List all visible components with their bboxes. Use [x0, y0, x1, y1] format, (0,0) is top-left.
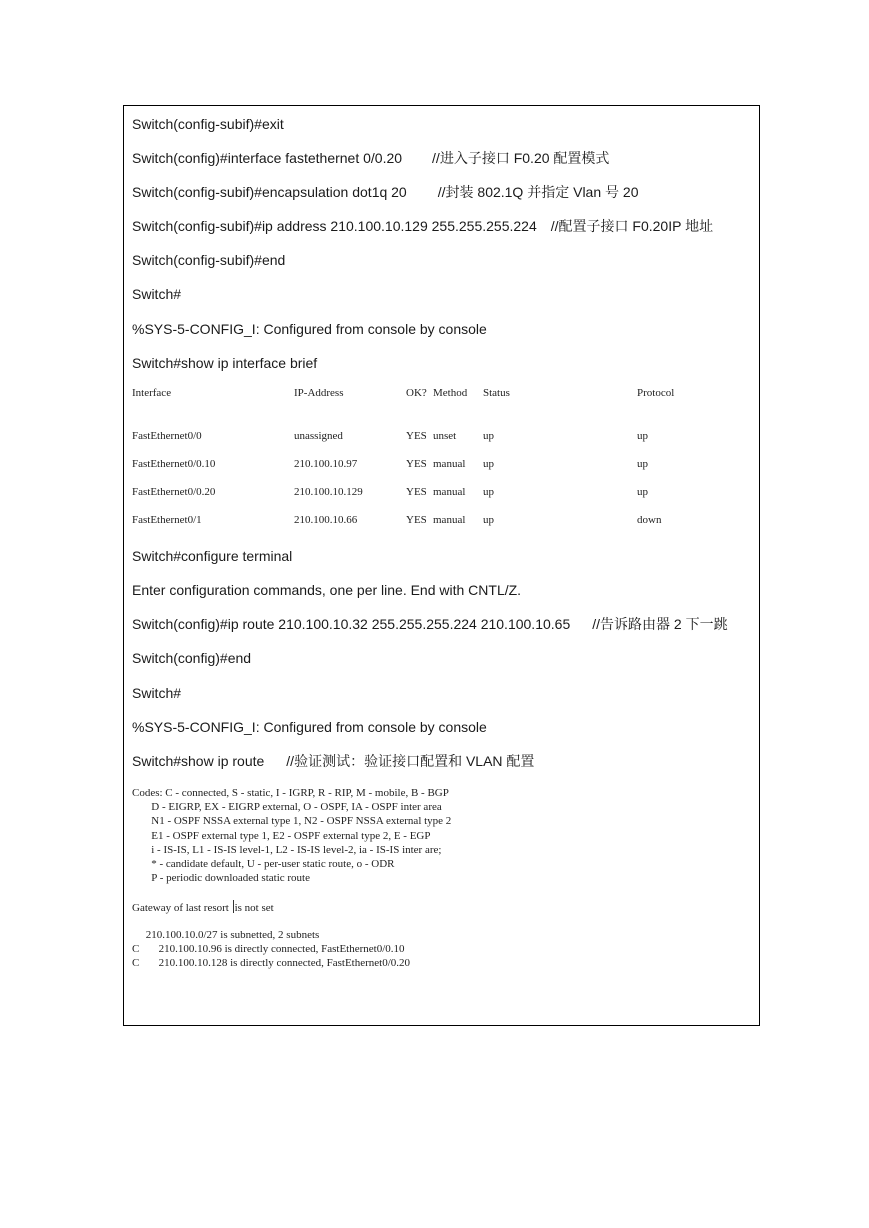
line-prompt-2: Switch# [132, 685, 182, 701]
line-ip-route-cmd [132, 615, 728, 633]
line-show-ip-int-brief: Switch#show ip interface brief [132, 355, 318, 371]
gateway-line [132, 900, 451, 914]
header-interface: Interface [132, 387, 172, 399]
text-cursor-icon [233, 900, 234, 913]
cell-status: up [483, 458, 494, 470]
codes-line: Codes: C - connected, S - static, I - IGRP, R - RIP, M - mobile, B - BGP [132, 787, 449, 799]
cell-method: unset [433, 430, 457, 442]
cell-protocol: down [637, 514, 662, 526]
line-exit: Switch(config-subif)#exit [132, 116, 284, 132]
line-show-ip-route [132, 752, 534, 770]
cell-method: manual [433, 514, 466, 526]
route-entry: C 210.100.10.96 is directly connected, FastEthernet0/0.10 [132, 943, 405, 956]
line-configure-terminal: Switch#configure terminal [132, 548, 293, 564]
cell-status: up [483, 486, 494, 498]
comment-text: //验证测试：验证接口配置和 VLAN 配置 [286, 753, 535, 769]
cell-ok: YES [406, 514, 427, 526]
codes-line: E1 - OSPF external type 1, E2 - OSPF external type 2, E - EGP [132, 829, 431, 842]
cell-protocol: up [637, 458, 648, 470]
gateway-text-post: is not set [234, 901, 274, 914]
route-output [132, 786, 451, 970]
comment-text: //配置子接口 F0.20IP 地址 [550, 218, 714, 234]
document-box [123, 105, 760, 1026]
cell-interface: FastEthernet0/0.20 [132, 486, 216, 498]
cell-protocol: up [637, 486, 648, 498]
header-ok: OK? [406, 387, 427, 399]
command-text: Switch#show ip route [132, 753, 265, 769]
codes-line: N1 - OSPF NSSA external type 1, N2 - OSPF NSSA external type 2 [132, 815, 452, 828]
blank-line [132, 885, 451, 899]
cell-ip-address: 210.100.10.129 [294, 486, 363, 498]
blank-line [132, 914, 451, 928]
header-status: Status [483, 387, 510, 399]
line-end: Switch(config-subif)#end [132, 252, 286, 268]
comment-text: //进入子接口 F0.20 配置模式 [432, 150, 610, 166]
line-sys-config-2: %SYS-5-CONFIG_I: Configured from console by console [132, 719, 487, 735]
comment-text: //封装 802.1Q 并指定 Vlan 号 20 [437, 184, 639, 200]
cell-status: up [483, 430, 494, 442]
cell-interface: FastEthernet0/0.10 [132, 458, 216, 470]
line-ip-address-cmd [132, 217, 713, 235]
cell-ip-address: 210.100.10.66 [294, 514, 358, 526]
line-config-end: Switch(config)#end [132, 650, 252, 666]
cell-interface: FastEthernet0/1 [132, 514, 202, 526]
codes-line: * - candidate default, U - per-user static route, o - ODR [132, 857, 395, 870]
cell-interface: FastEthernet0/0 [132, 430, 202, 442]
cell-status: up [483, 514, 494, 526]
line-prompt: Switch# [132, 286, 182, 302]
line-encapsulation-cmd [132, 183, 638, 201]
cell-method: manual [433, 458, 466, 470]
route-entry: C 210.100.10.128 is directly connected, FastEthernet0/0.20 [132, 957, 411, 970]
header-protocol: Protocol [637, 387, 675, 399]
line-interface-cmd [132, 149, 609, 167]
command-text: Switch(config-subif)#encapsulation dot1q 20 [132, 184, 407, 200]
subnet-line: 210.100.10.0/27 is subnetted, 2 subnets [132, 928, 320, 941]
comment-text: //告诉路由器 2 下一跳 [592, 616, 728, 632]
command-text: Switch(config)#ip route 210.100.10.32 255.255.255.224 210.100.10.65 [132, 616, 571, 632]
header-ip-address: IP-Address [294, 387, 344, 399]
cell-ok: YES [406, 486, 427, 498]
line-enter-config: Enter configuration commands, one per line. End with CNTL/Z. [132, 582, 522, 598]
gateway-text-pre: Gateway of last resort [132, 901, 232, 914]
codes-line: D - EIGRP, EX - EIGRP external, O - OSPF, IA - OSPF inter area [132, 801, 442, 814]
cell-ok: YES [406, 430, 427, 442]
cell-ip-address: 210.100.10.97 [294, 458, 358, 470]
codes-line: i - IS-IS, L1 - IS-IS level-1, L2 - IS-IS level-2, ia - IS-IS inter are; [132, 843, 442, 856]
line-sys-config: %SYS-5-CONFIG_I: Configured from console by console [132, 321, 487, 337]
command-text: Switch(config)#interface fastethernet 0/0.20 [132, 150, 403, 166]
command-text: Switch(config-subif)#ip address 210.100.10.129 255.255.255.224 [132, 218, 537, 234]
cell-ip-address: unassigned [294, 430, 343, 442]
cell-protocol: up [637, 430, 648, 442]
cell-method: manual [433, 486, 466, 498]
codes-line: P - periodic downloaded static route [132, 872, 310, 885]
header-method: Method [433, 387, 468, 399]
cell-ok: YES [406, 458, 427, 470]
